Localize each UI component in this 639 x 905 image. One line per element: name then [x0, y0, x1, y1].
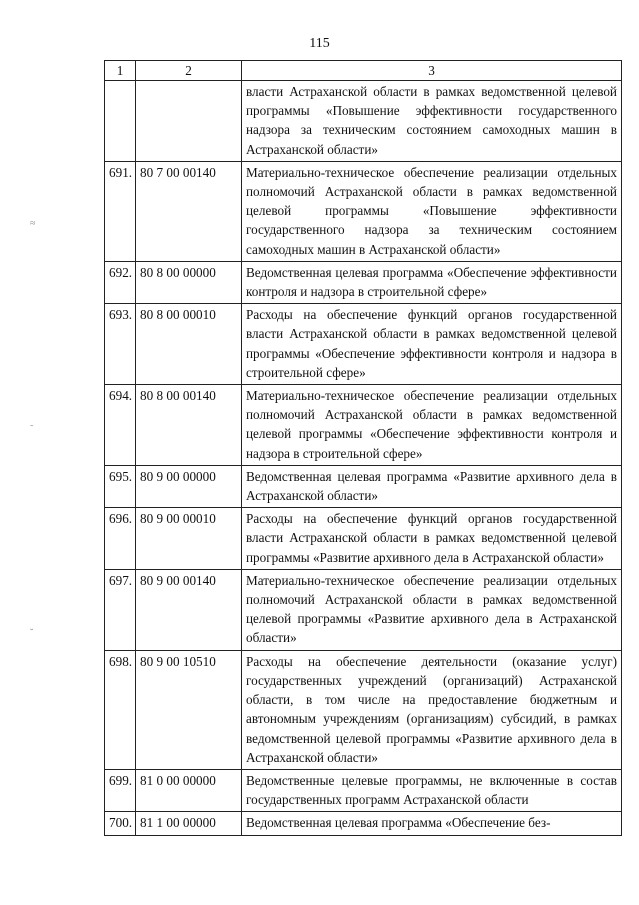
row-code: 80 9 00 00010 — [136, 508, 242, 570]
header-col-1: 1 — [105, 61, 136, 81]
row-text: Ведомственная целевая программа «Обеспечение эффективности контроля и надзора в строительной сфере» — [242, 261, 622, 303]
header-col-3: 3 — [242, 61, 622, 81]
table-row — [105, 769, 622, 811]
row-code: 80 9 00 10510 — [136, 650, 242, 769]
page-number: 115 — [309, 36, 330, 51]
row-text: Ведомственная целевая программа «Обеспечение без- — [242, 812, 622, 835]
row-code: 80 8 00 00010 — [136, 304, 242, 385]
table-row — [105, 304, 622, 385]
row-code: 80 8 00 00000 — [136, 261, 242, 303]
row-number: 693. — [105, 304, 136, 385]
row-text: Расходы на обеспечение функций органов государственной власти Астраханской области в рамках ведомственной целевой программы «Развитие архивного дела в Астраханской области» — [242, 508, 622, 570]
row-number: 696. — [105, 508, 136, 570]
margin-mark: ≈ — [30, 218, 36, 229]
row-number: 697. — [105, 569, 136, 650]
row-text: Материально-техническое обеспечение реализации отдельных полномочий Астраханской области в рамках ведомственной целевой программы «Повышение эффективности государственного надзора за техническим состоянием самоходных машин в Астраханской области» — [242, 161, 622, 261]
table-row — [105, 508, 622, 570]
row-text: Ведомственные целевые программы, не включенные в состав государственных программ Астраханской области — [242, 769, 622, 811]
table-row — [105, 81, 622, 162]
table-row — [105, 465, 622, 507]
table-row — [105, 385, 622, 466]
table-row — [105, 161, 622, 261]
row-code: 81 0 00 00000 — [136, 769, 242, 811]
row-code — [136, 81, 242, 162]
row-text: Расходы на обеспечение деятельности (оказание услуг) государственных учреждений (организаций) Астраханской области, в том числе на предоставление бюджетным и автономным учреждениям (организациям) субсидий, в рамках ведомственной целевой программы «Развитие архивного дела в Астраханской области» — [242, 650, 622, 769]
row-code: 80 7 00 00140 — [136, 161, 242, 261]
margin-mark: ˜ — [30, 424, 34, 435]
row-number: 694. — [105, 385, 136, 466]
margin-mark: ˘ — [30, 628, 34, 639]
row-number: 698. — [105, 650, 136, 769]
row-number: 700. — [105, 812, 136, 835]
table-row — [105, 261, 622, 303]
row-text: Расходы на обеспечение функций органов государственной власти Астраханской области в рамках ведомственной целевой программы «Обеспечение эффективности контроля и надзора в строительной сфере» — [242, 304, 622, 385]
row-code: 80 8 00 00140 — [136, 385, 242, 466]
row-text: Ведомственная целевая программа «Развитие архивного дела в Астраханской области» — [242, 465, 622, 507]
budget-classification-table — [104, 60, 622, 836]
table-header-row — [105, 61, 622, 81]
table-row — [105, 650, 622, 769]
row-number: 695. — [105, 465, 136, 507]
row-code: 80 9 00 00000 — [136, 465, 242, 507]
row-code: 81 1 00 00000 — [136, 812, 242, 835]
row-number: 691. — [105, 161, 136, 261]
table-row — [105, 569, 622, 650]
row-number: 692. — [105, 261, 136, 303]
table-row — [105, 812, 622, 835]
header-col-2: 2 — [136, 61, 242, 81]
row-number — [105, 81, 136, 162]
row-code: 80 9 00 00140 — [136, 569, 242, 650]
row-text: власти Астраханской области в рамках ведомственной целевой программы «Повышение эффективности государственного надзора за техническим состоянием самоходных машин в Астраханской области» — [242, 81, 622, 162]
row-text: Материально-техническое обеспечение реализации отдельных полномочий Астраханской области в рамках ведомственной целевой программы «Обеспечение эффективности контроля и надзора в строительной сфере» — [242, 385, 622, 466]
row-text: Материально-техническое обеспечение реализации отдельных полномочий Астраханской области в рамках ведомственной целевой программы «Развитие архивного дела в Астраханской области» — [242, 569, 622, 650]
row-number: 699. — [105, 769, 136, 811]
